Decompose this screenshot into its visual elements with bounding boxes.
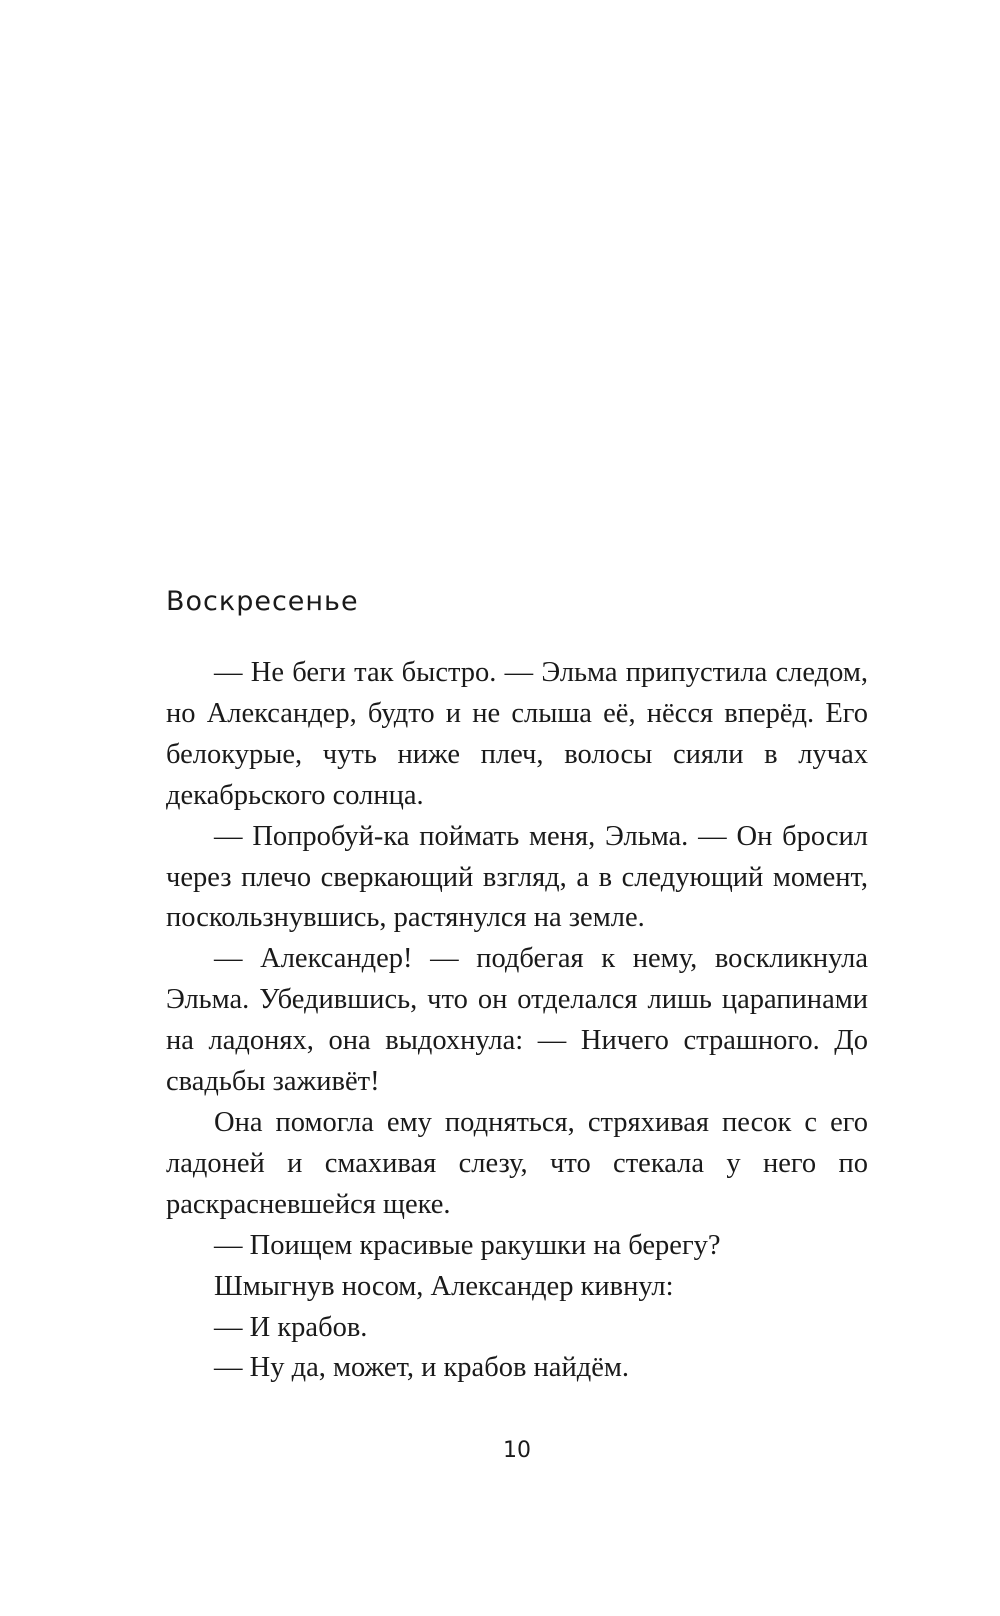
paragraph: — И крабов.	[214, 1311, 368, 1343]
paragraph: Шмыгнув носом, Александер кивнул:	[214, 1270, 674, 1302]
paragraph: — Поищем красивые ракушки на берегу?	[214, 1229, 721, 1261]
paragraph: — Александер! — подбегая к нему, воскликнула Эльма. Убедившись, что он отделался лишь царапинами на ладонях, она выдохнула: — Ничего страшного. До свадьбы заживёт!	[166, 943, 868, 1098]
chapter-title: Воскресенье	[166, 586, 359, 617]
body-text	[166, 653, 868, 1389]
paragraph: Она помогла ему подняться, стряхивая песок с его ладоней и смахивая слезу, что стекала у него по раскрасневшейся щеке.	[166, 1106, 868, 1220]
paragraph: — Ну да, может, и крабов найдём.	[214, 1352, 630, 1384]
paragraph: — Не беги так быстро. — Эльма припустила следом, но Александер, будто и не слыша её, нёсся вперёд. Его белокурые, чуть ниже плеч, волосы сияли в лучах декабрьского солнца.	[166, 657, 868, 811]
paragraph: — Попробуй-ка поймать меня, Эльма. — Он бросил через плечо сверкающий взгляд, а в следующий момент, поскользнувшись, растянулся на земле.	[166, 820, 868, 934]
page-number: 10	[503, 1438, 531, 1463]
